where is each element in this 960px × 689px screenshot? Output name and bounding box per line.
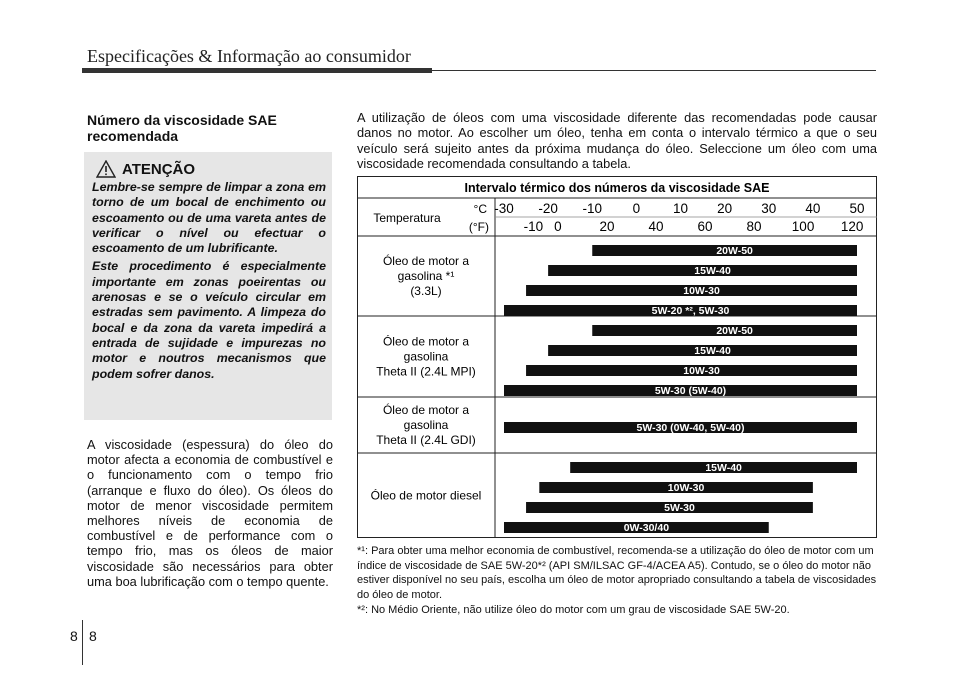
viscosity-bar-label: 5W-30: [664, 502, 695, 514]
footnote-2-text: No Médio Oriente, não utilize óleo do motor com um grau de viscosidade SAE 5W-20.: [371, 604, 790, 616]
warning-box: [84, 152, 332, 420]
page-header-title: Especificações & Informação ao consumidor: [87, 46, 411, 66]
footnote-1-mark: *¹:: [357, 545, 368, 557]
viscosity-bar-label: 10W-30: [683, 365, 720, 377]
footnote-1: [357, 544, 877, 602]
viscosity-bar-label: 20W-50: [716, 325, 753, 337]
warning-paragraph-2: Este procedimento é especialmente importante em zonas poeirentas ou arenosas e se o veículo circular em estradas sem pavimento. A limpeza do bocal e da zona da vareta impedirá a entrada de sujidade e impurezas no motor e noutros mecanismos que podem sofrer danos.: [92, 259, 326, 381]
viscosity-bar-label: 15W-40: [705, 462, 742, 474]
viscosity-paragraph: A viscosidade (espessura) do óleo do motor afecta a economia de combustível e o funcionamento com o tempo frio (arranque e fluxo do óleo). Os óleos do motor de menor viscosidade permitem melhores níveis de economia de combustível e de performance com o tempo frio, mas os óleos de maior viscosidade são necessários para obter uma boa lubrificação com o tempo quente.: [87, 437, 333, 589]
intro-paragraph: A utilização de óleos com uma viscosidade diferente das recomendadas pode causar danos no motor. Ao escolher um óleo, tenha em conta o intervalo térmico a que o seu veículo será sujeito antes da próxima mudança do óleo. Seleccione um óleo com uma viscosidade recomendada consultando a tabela.: [357, 110, 877, 171]
table-title: Intervalo térmico dos números da viscosidade SAE: [464, 181, 770, 195]
oil-row-label: Óleo de motor diesel: [370, 488, 482, 503]
oil-row: [371, 462, 857, 534]
oil-row-label: gasolina *¹: [397, 269, 455, 283]
celsius-tick: 10: [672, 201, 689, 216]
warning-title: ATENÇÃO: [122, 161, 196, 178]
celsius-tick: 30: [761, 201, 777, 216]
warning-triangle-icon: [96, 160, 116, 178]
fahrenheit-tick: 60: [697, 219, 713, 234]
celsius-unit: °C: [473, 202, 487, 216]
viscosity-bar-label: 10W-30: [683, 285, 720, 297]
oil-row-label: Theta II (2.4L GDI): [376, 433, 476, 447]
celsius-tick: 40: [805, 201, 821, 216]
viscosity-bar-label: 0W-30/40: [623, 522, 670, 534]
fahrenheit-tick: 100: [791, 219, 815, 234]
footnote-1-text: Para obter uma melhor economia de combustível, recomenda-se a utilização do óleo de motor com um índice de viscosidade de SAE 5W-20*² (API SM/ILSAC GF-4/ACEA A5). Contudo, se o óleo do motor não estiver disponível no seu país, escolha um óleo de motor apropriado consultando a tabela de viscosidades do óleo de motor.: [357, 545, 877, 601]
viscosity-bar-label: 5W-30 (5W-40): [654, 385, 727, 397]
oil-row-label: Óleo de motor a: [382, 334, 470, 349]
page-number-right: 8: [89, 628, 97, 644]
warning-paragraph-1: Lembre-se sempre de limpar a zona em torno de um bocal de enchimento ou escoamento ou de uma vareta antes de verificar o nível ou efectuar o escoamento de um lubrificante.: [92, 180, 326, 256]
celsius-tick: -10: [582, 201, 603, 216]
viscosity-bar-label: 5W-20 *², 5W-30: [651, 305, 730, 317]
fahrenheit-tick: -10: [523, 219, 544, 234]
celsius-tick: -30: [494, 201, 514, 216]
footnote-2: [357, 603, 877, 618]
celsius-tick: 20: [717, 201, 733, 216]
warning-body: [92, 180, 326, 385]
viscosity-bar-label: 20W-50: [716, 245, 753, 257]
viscosity-table: [357, 176, 877, 538]
viscosity-bar-label: 5W-30 (0W-40, 5W-40): [636, 422, 745, 434]
fahrenheit-tick: 80: [746, 219, 762, 234]
oil-row-label: Óleo de motor a: [382, 254, 470, 268]
header-bar: [82, 68, 432, 73]
header-rule: [432, 70, 876, 71]
page-number-divider: [82, 620, 83, 665]
fahrenheit-unit: (°F): [468, 220, 489, 234]
oil-row-label: Theta II (2.4L MPI): [376, 364, 476, 379]
viscosity-bar-label: 10W-30: [667, 482, 705, 494]
temperature-label: Temperatura: [373, 211, 441, 225]
oil-row-label: (3.3L): [410, 284, 442, 298]
oil-row-label: gasolina: [403, 418, 449, 432]
celsius-tick: -20: [538, 201, 558, 216]
fahrenheit-tick: 40: [648, 219, 664, 234]
fahrenheit-tick: 0: [554, 219, 562, 234]
viscosity-bar-label: 15W-40: [694, 345, 731, 357]
oil-row: [376, 402, 857, 447]
oil-row-label: Óleo de motor a: [382, 403, 470, 417]
page-number-left: 8: [70, 628, 78, 644]
oil-row: [383, 245, 857, 317]
celsius-tick: 50: [849, 201, 865, 216]
fahrenheit-tick: 20: [599, 219, 615, 234]
footnote-2-mark: *²:: [357, 604, 368, 616]
celsius-tick: 0: [632, 201, 641, 216]
viscosity-bar-label: 15W-40: [694, 265, 731, 277]
fahrenheit-tick: 120: [840, 219, 864, 234]
oil-row-label: gasolina: [403, 349, 449, 364]
section-title: Número da viscosidade SAE recomendada: [87, 112, 277, 144]
oil-row: [376, 325, 857, 397]
